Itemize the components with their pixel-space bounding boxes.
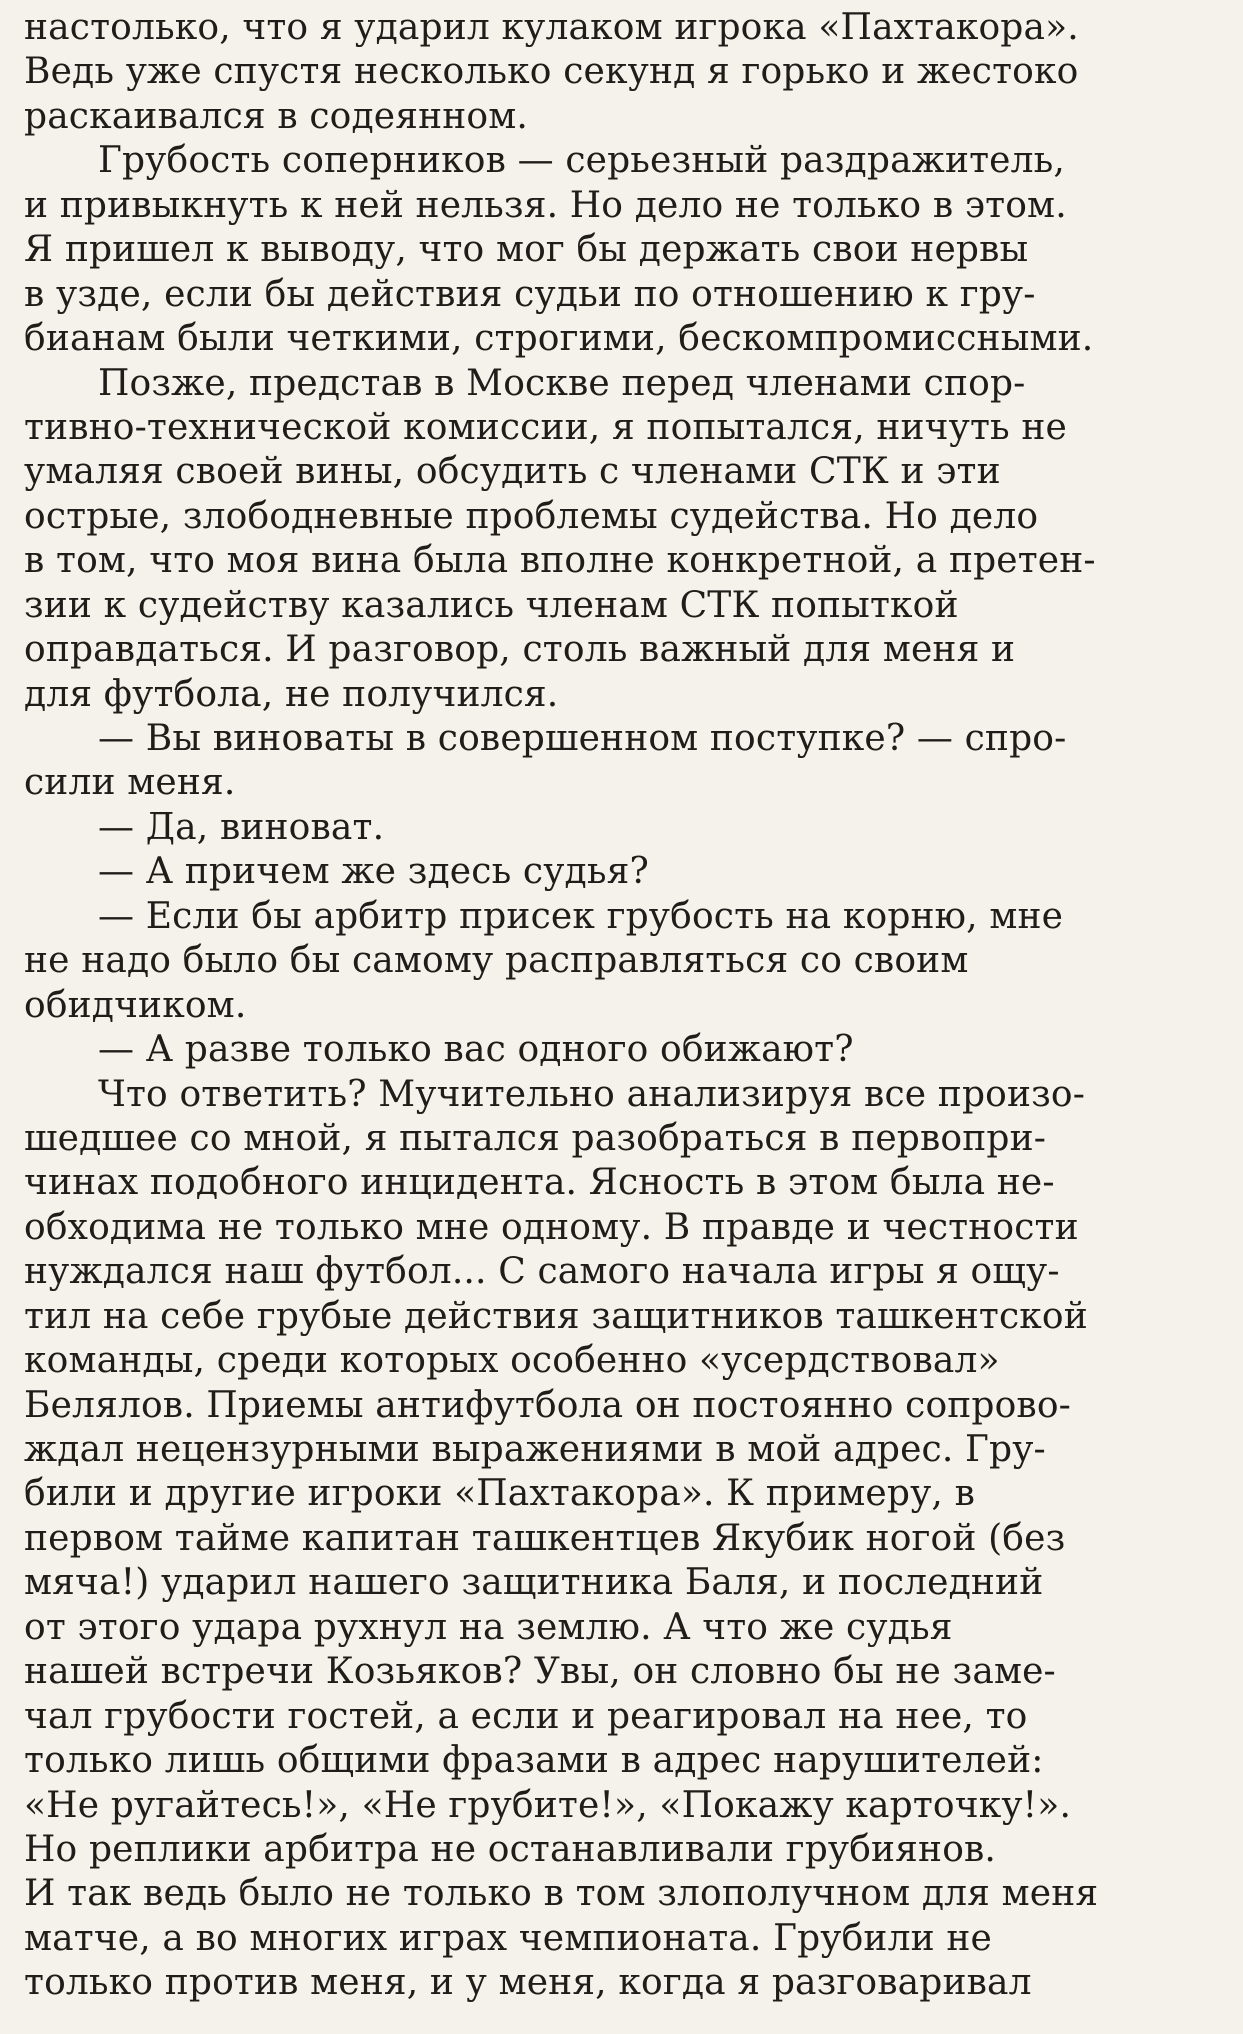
text-line: — Вы виноваты в совершенном поступке? — спро-	[98, 718, 1067, 759]
text-line: в том, что моя вина была вполне конкретной, а претен-	[24, 540, 1096, 582]
text-line: бианам были четкими, строгими, бескомпромиссными.	[24, 318, 1094, 360]
text-line: били и другие игроки «Пахтакора». К примеру, в	[24, 1473, 976, 1515]
text-line: — Если бы арбитр присек грубость на корню, мне	[98, 895, 1064, 937]
text-line: первом тайме капитан ташкентцев Якубик ногой (без	[24, 1517, 1066, 1559]
text-line: чинах подобного инцидента. Ясность в этом была не-	[24, 1162, 1055, 1204]
text-line: — Да, виноват.	[98, 806, 385, 848]
text-line: только против меня, и у меня, когда я разговаривал	[24, 1962, 1032, 2004]
text-line: «Не ругайтесь!», «Не грубите!», «Покажу карточку!».	[24, 1784, 1072, 1826]
text-line: мяча!) ударил нашего защитника Баля, и последний	[24, 1562, 1044, 1604]
text-line: не надо было бы самому расправляться со своим	[24, 940, 969, 982]
text-line: — А разве только вас одного обижают?	[98, 1029, 854, 1071]
text-line: сили меня.	[24, 762, 236, 804]
text-line: матче, а во многих играх чемпионата. Грубили не	[24, 1917, 992, 1959]
text-line: Грубость соперников — серьезный раздражитель,	[98, 140, 1065, 182]
text-line: настолько, что я ударил кулаком игрока «Пахтакора».	[24, 7, 1079, 48]
text-line: нашей встречи Козьяков? Увы, он словно бы не заме-	[24, 1651, 1056, 1693]
text-line: — А причем же здесь судья?	[98, 851, 649, 893]
text-line: в узде, если бы действия судьи по отношению к гру-	[24, 273, 1036, 315]
text-line: оправдаться. И разговор, столь важный для меня и	[24, 629, 1016, 671]
text-line: чал грубости гостей, а если и реагировал на нее, то	[24, 1695, 1028, 1737]
text-line: зии к судейству казались членам СТК попыткой	[24, 584, 959, 626]
text-line: Я пришел к выводу, что мог бы держать свои нервы	[24, 229, 1029, 271]
text-line: умаляя своей вины, обсудить с членами СТК и эти	[24, 451, 1001, 493]
text-line: ждал нецензурными выражениями в мой адрес. Гру-	[24, 1429, 1046, 1470]
text-line: команды, среди которых особенно «усердствовал»	[24, 1340, 1000, 1382]
text-line: шедшее со мной, я пытался разобраться в первопри-	[24, 1117, 1047, 1159]
text-line: раскаивался в содеянном.	[24, 95, 528, 137]
text-line: для футбола, не получился.	[24, 673, 559, 715]
text-line: нуждался наш футбол... С самого начала игры я ощу-	[24, 1251, 1060, 1293]
text-line: Что ответить? Мучительно анализируя все произо-	[98, 1073, 1086, 1115]
text-line: обходима не только мне одному. В правде и честности	[24, 1206, 1079, 1248]
text-line: обидчиком.	[24, 984, 247, 1026]
text-line: Но реплики арбитра не останавливали грубиянов.	[24, 1828, 997, 1870]
text-line: И так ведь было не только в том злополучном для меня	[24, 1873, 1099, 1915]
text-line: и привыкнуть к ней нельзя. Но дело не только в этом.	[24, 184, 1067, 226]
text-line: от этого удара рухнул на землю. А что же судья	[24, 1606, 953, 1648]
text-line: Позже, представ в Москве перед членами спор-	[98, 362, 1026, 404]
text-line: тивно-технической комиссии, я попытался, ничуть не	[24, 406, 1067, 448]
text-line: Белялов. Приемы антифутбола он постоянно сопрово-	[24, 1384, 1071, 1426]
text-line: тил на себе грубые действия защитников ташкентской	[24, 1295, 1088, 1337]
text-line: только лишь общими фразами в адрес нарушителей:	[24, 1740, 1044, 1782]
text-line: острые, злободневные проблемы судейства. Но дело	[24, 495, 1039, 537]
text-line: Ведь уже спустя несколько секунд я горько и жестоко	[24, 51, 1079, 93]
